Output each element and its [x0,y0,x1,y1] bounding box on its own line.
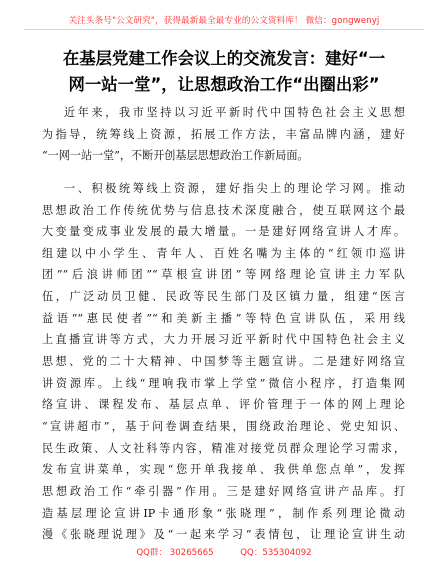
footer-contact [0,546,448,558]
title-line: 在基层党建工作会议上的交流发言：建好“一 [62,49,386,68]
footer-qq: QQ：535304092 [240,548,312,558]
header-divider [24,29,424,30]
paragraph-line: 团”“后浪讲师团”“草根宣讲团”等网络理论宣讲主力军队 [42,268,405,282]
document-body [42,102,405,546]
title-line: 网一站一堂”，让思想政治工作“出圈出彩” [68,75,380,94]
paragraph-line: 发布宣讲菜单，实现“您开单我接单、我供单您点单”，发挥 [42,463,405,477]
document-title [50,46,398,98]
paragraph-line: 大变量变成事业发展的最大增量。一是建好网络宣讲人才库。 [42,225,405,239]
paragraph-line: 络宣讲、课程发布、基层点单、评价管理于一体的网上理论 [42,398,405,412]
header-banner: 关注头条号"公文研究"，获得最新最全最专业的公文资料库！ 微信：gongwenyj [68,16,380,26]
paragraph-line: 讲资源库。上线“理响我市掌上学堂”微信小程序，打造集网 [42,376,405,390]
paragraph-line: 民生政策、人文社科等内容，精准对接党员群众理论学习需求， [42,441,405,455]
paragraph-line: “一网一站一堂”，不断开创基层思想政治工作新局面。 [42,149,309,163]
footer-qq-group: QQ群： 30265665 [136,548,214,558]
paragraph-line: 益语”“惠民使者”“和美新主播”等特色宣讲队伍，采用线 [42,311,405,325]
paragraph-line: 思想政治工作传统优势与信息技术深度融合，使互联网这个最 [42,203,405,217]
paragraph-line: 上直播宣讲等方式，大力开展习近平新时代中国特色社会主义 [42,333,405,347]
paragraph-gap [42,167,405,178]
paragraph-line: 造基层理论宣讲IP卡通形象“张晓理”，制作系列理论微动 [42,506,405,520]
paragraph-line: 漫《张晓理说理》及“一起来学习”表情包，让理论宣讲生动 [42,528,405,542]
paragraph-line: 组建以中小学生、青年人、百姓名嘴为主体的“红领巾巡讲 [42,246,405,260]
paragraph-line: 思想政治工作“牵引器”作用。三是建好网络宣讲产品库。打 [42,484,405,498]
paragraph-line: 伍，广泛动员卫健、民政等民生部门及区镇力量，组建“医言 [42,290,405,304]
paragraph-line: 近年来，我市坚持以习近平新时代中国特色社会主义思想 [64,106,405,119]
paragraph-line: 思想、党的二十大精神、中国梦等主题宣讲。二是建好网络宣 [42,355,405,369]
paragraph-line: “宣讲超市”，基于问卷调查结果，围绕政治理论、党史知识、 [42,419,405,433]
paragraph-line: 一、积极统筹线上资源，建好指尖上的理论学习网。推动 [64,181,405,195]
paragraph-line: 为指导，统筹线上资源，拓展工作方法，丰富品牌内涵，建好 [42,127,405,141]
